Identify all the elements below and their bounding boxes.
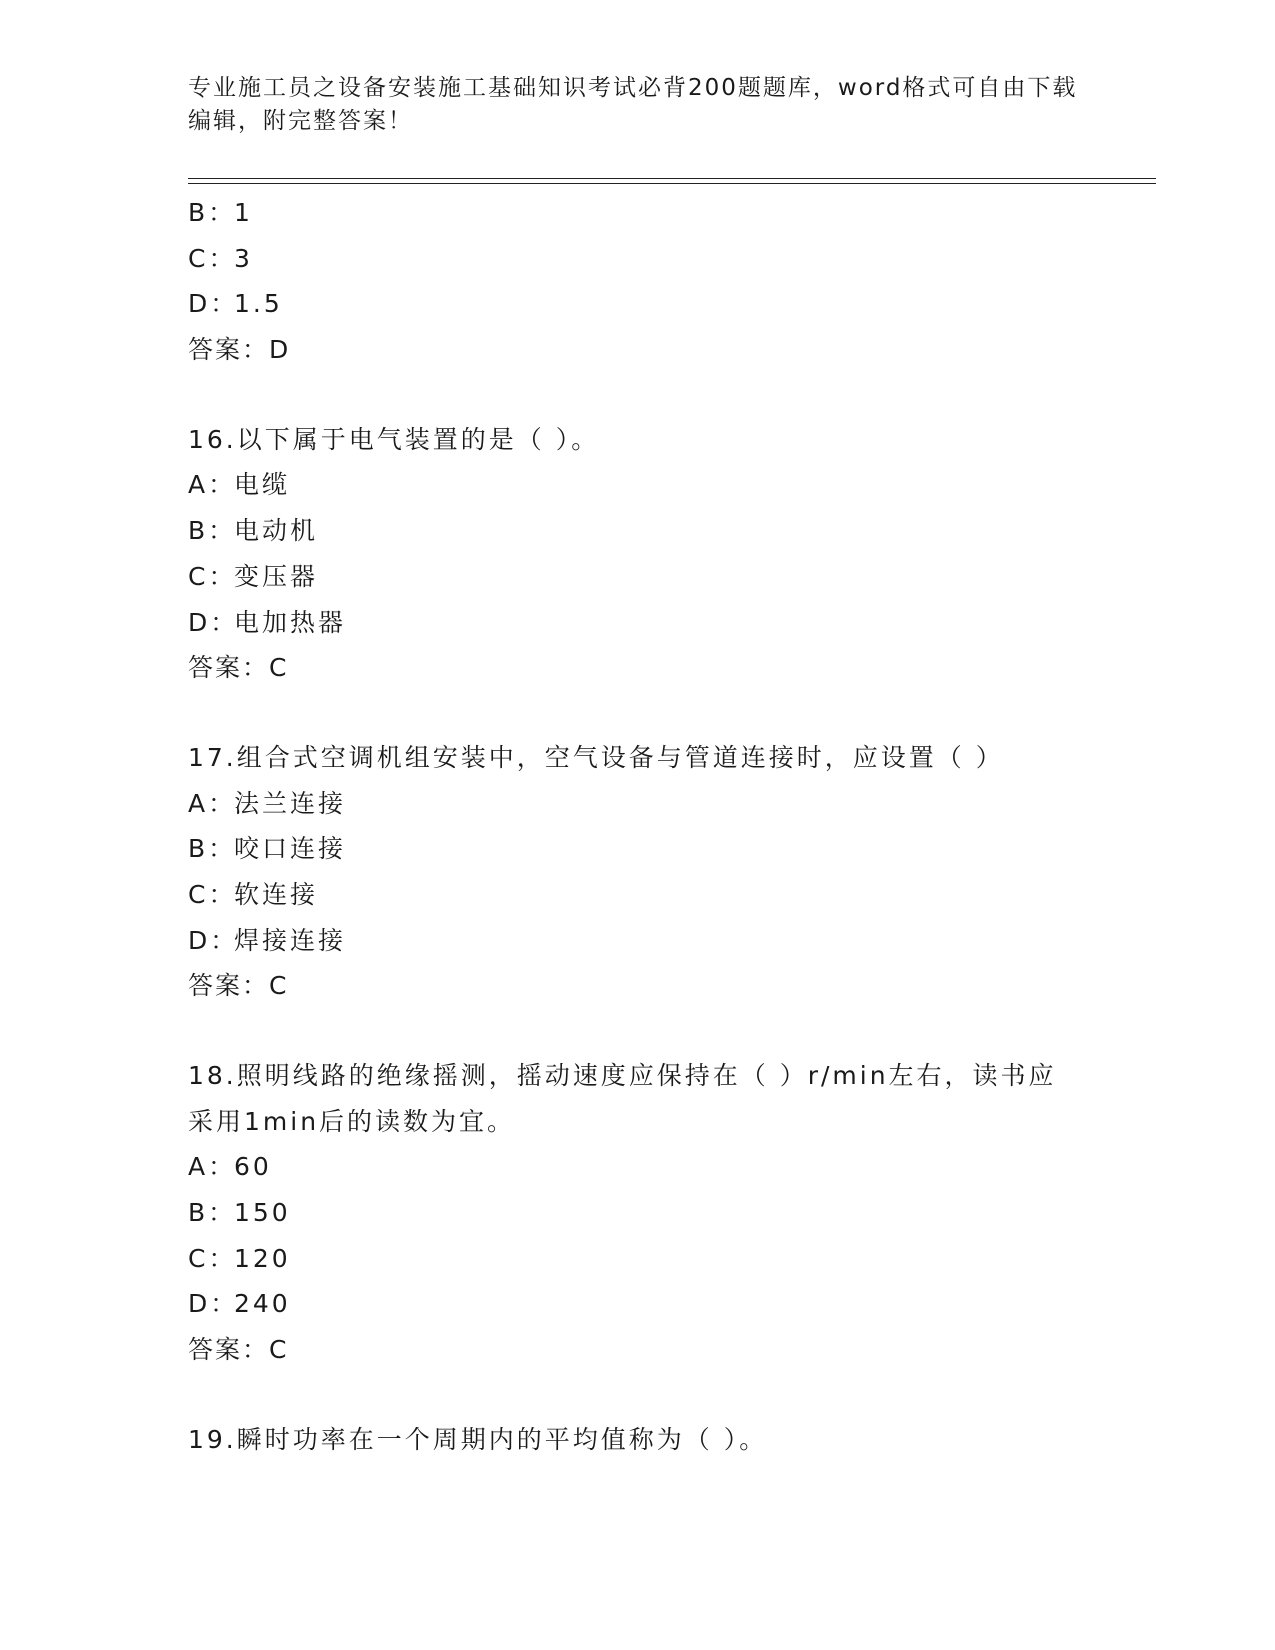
option-text: 法兰连接 [234, 788, 347, 818]
question-17 [188, 735, 1088, 1009]
answer-line: 答案：C [188, 1335, 289, 1365]
option-letter: D： [188, 1289, 239, 1319]
question-text: 16.以下属于电气装置的是（ ）。 [188, 424, 600, 454]
option-d [188, 918, 1088, 964]
option-text: 焊接连接 [234, 925, 347, 955]
option-a [188, 1144, 1088, 1190]
option-c [188, 1236, 1088, 1282]
option-b [188, 508, 1088, 554]
option-text: 软连接 [234, 879, 319, 909]
question-text-line-1: 18.照明线路的绝缘摇测，摇动速度应保持在（ ）r/min左右，读书应 [188, 1061, 1057, 1090]
option-text: 电动机 [234, 516, 319, 546]
option-letter: B： [188, 516, 237, 546]
option-d [188, 1281, 1088, 1327]
option-letter: D： [188, 925, 239, 955]
option-c [188, 872, 1088, 918]
question-19 [188, 1417, 1088, 1463]
option-d [188, 281, 1088, 327]
option-text: 120 [234, 1243, 291, 1273]
option-letter: A： [188, 470, 237, 500]
option-c [188, 236, 1088, 282]
option-text: 240 [234, 1289, 291, 1319]
option-text: 电缆 [234, 470, 291, 500]
answer-line: 答案：D [188, 335, 291, 365]
option-text: 电加热器 [234, 607, 347, 637]
question-text: 17.组合式空调机组安装中，空气设备与管道连接时，应设置（ ） [188, 742, 1004, 772]
header-divider-bottom [188, 183, 1156, 184]
question-content [188, 190, 1088, 1463]
option-letter: C： [188, 243, 237, 273]
question-text-line-2: 采用1min后的读数为宜。 [188, 1106, 516, 1136]
question-16 [188, 417, 1088, 691]
option-letter: B： [188, 1198, 237, 1228]
option-text: 1 [234, 198, 253, 227]
option-b [188, 1190, 1088, 1236]
spacer [188, 1009, 1088, 1053]
question-text: 19.瞬时功率在一个周期内的平均值称为（ ）。 [188, 1424, 768, 1454]
spacer [188, 1373, 1088, 1417]
question-15-continued [188, 190, 1088, 373]
header-divider-top [188, 178, 1156, 179]
spacer [188, 373, 1088, 417]
option-b [188, 190, 1088, 236]
question-18 [188, 1053, 1088, 1373]
option-letter: C： [188, 561, 237, 591]
answer-line: 答案：C [188, 653, 289, 683]
document-header: 专业施工员之设备安装施工基础知识考试必背200题题库，word格式可自由下载编辑，附完整答案！ [188, 75, 1078, 134]
option-letter: D： [188, 289, 239, 319]
option-text: 1.5 [234, 289, 283, 319]
option-letter: D： [188, 607, 239, 637]
option-letter: A： [188, 1152, 237, 1182]
option-letter: B： [188, 198, 237, 227]
spacer [188, 691, 1088, 735]
option-text: 60 [234, 1152, 272, 1182]
option-d [188, 600, 1088, 646]
option-b [188, 826, 1088, 872]
option-text: 150 [234, 1198, 291, 1228]
option-a [188, 462, 1088, 508]
option-letter: C： [188, 1243, 237, 1273]
option-a [188, 781, 1088, 827]
option-text: 咬口连接 [234, 834, 347, 864]
option-text: 变压器 [234, 561, 319, 591]
option-letter: A： [188, 788, 237, 818]
option-text: 3 [234, 243, 253, 273]
answer-line: 答案：C [188, 971, 289, 1001]
option-letter: C： [188, 879, 237, 909]
option-c [188, 554, 1088, 600]
option-letter: B： [188, 834, 237, 864]
